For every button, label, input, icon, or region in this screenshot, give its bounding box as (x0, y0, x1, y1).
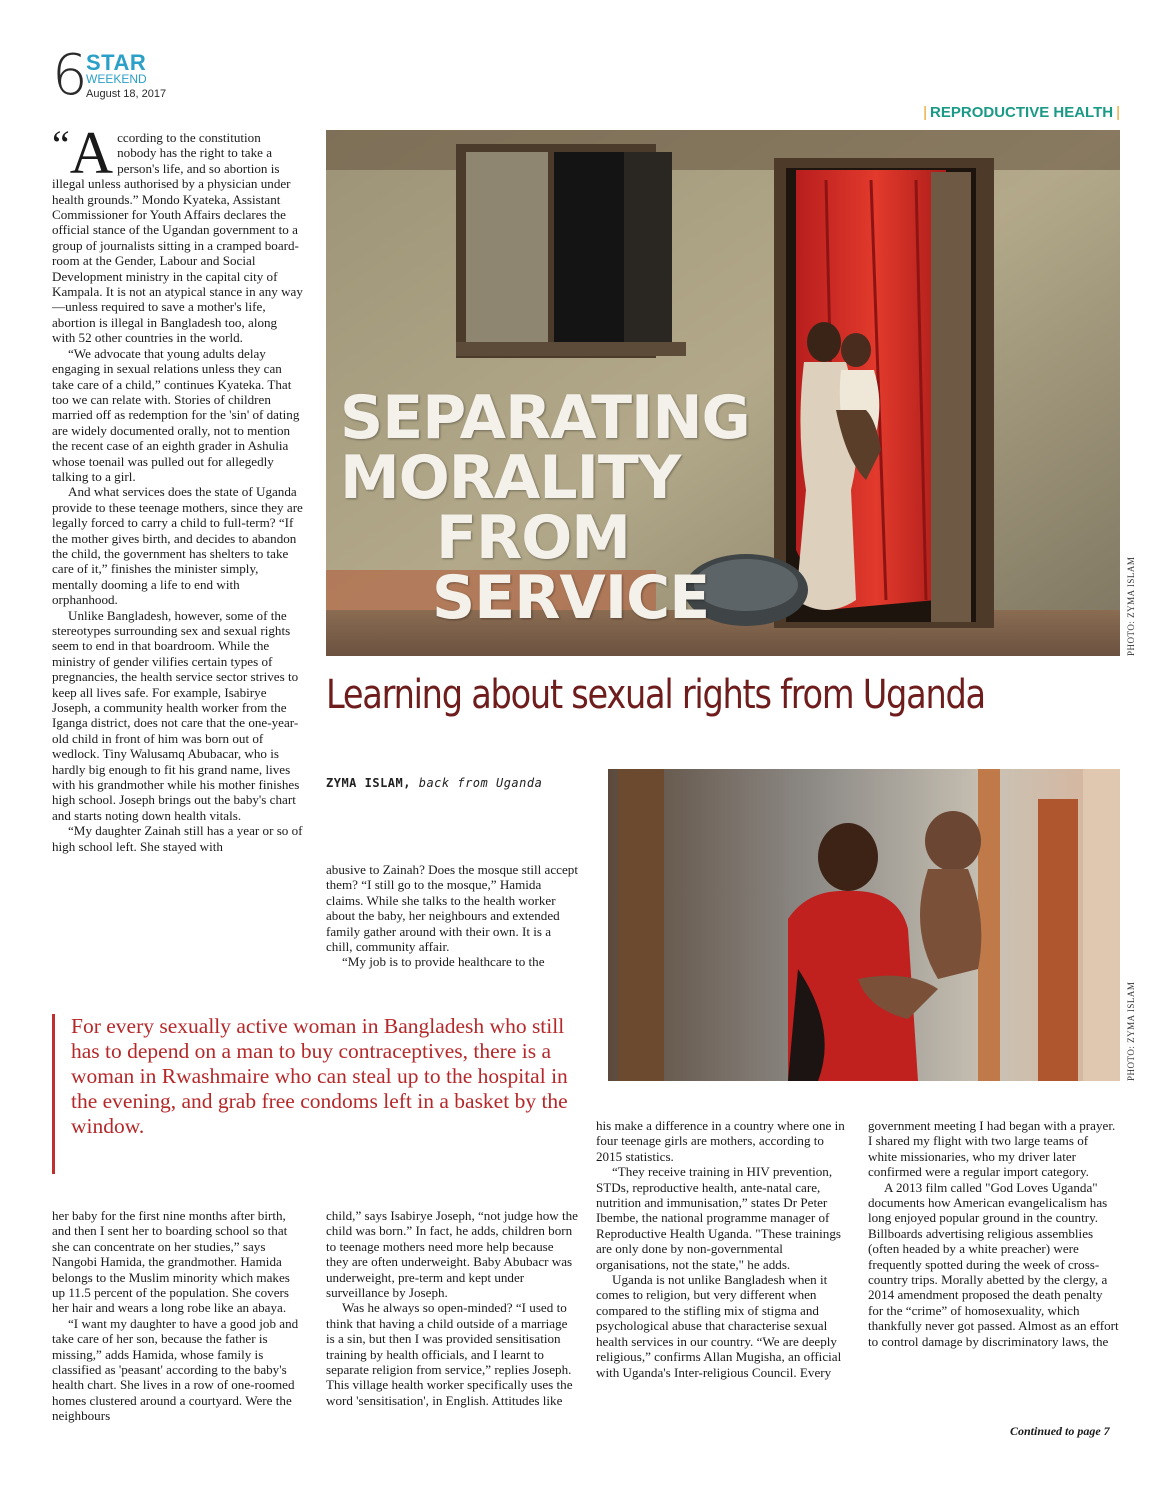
column-1-bottom (52, 1208, 306, 1424)
paragraph: her baby for the first nine months after birth, and then I sent her to boarding school so that she can concentrate on her studies,” says Nangobi Hamida, the grandmother. Hamida belongs to the Muslim minority which makes up 11.5 percent of the population. She covers her hair and wears a long robe like an abaya. (52, 1208, 290, 1316)
divider: | (923, 104, 928, 121)
paragraph: “They receive training in HIV prevention, STDs, reproductive health, ante-natal care, nutrition and immunisation,” states Dr Peter Ibembe, the national programme manager of Reproductive Health Uganda. "These trainings are only done by non-governmental organisations, not the state," he adds. (596, 1164, 841, 1272)
paragraph: “My job is to provide healthcare to the (342, 954, 545, 970)
paragraph: government meeting I had began with a prayer. I shared my flight with two large teams of white missionaries, who my driver later confirmed were a regular import category. (868, 1118, 1116, 1180)
photo-credit: PHOTO: ZYMA ISLAM (1126, 981, 1136, 1081)
paragraph: And what services does the state of Uganda provide to these teenage mothers, since they are legally forced to carry a child to full-term? “If the mother gives birth, and decides to abandon the child, the government has shelters to take care of it,” finishes the minister simply, mentally dooming a life to end with orphanhood. (52, 484, 303, 608)
column-3 (596, 1118, 850, 1380)
headline-line: SERVICE (432, 563, 710, 633)
headline-line: SEPARATING (340, 383, 750, 453)
byline-place: back from Uganda (418, 776, 543, 790)
paragraph: Was he always so open-minded? “I used to think that having a child outside of a marriage is a sin, but then I was provided sensitisation training by health officials, and I learnt to separate religion from service,” replies Joseph. This village health worker specifically uses the word 'sensitisation', in English. Attitudes like (326, 1300, 573, 1408)
paragraph: Unlike Bangladesh, however, some of the stereotypes surrounding sex and sexual rights seem to end in that boardroom. While the ministry of gender vilifies certain types of pregnancies, the health service sector strives to keep all lives safe. For example, Isabirye Joseph, a community health worker from the Iganga district, does not care that the one-year-old child in front of him was born out of wedlock. Tiny Walusamq Abubacar, who is hardly big enough to fit his grand name, lives with his grandmother while his mother finishes high school. Joseph brings out the baby's chart and starts noting down health vitals. (52, 607, 300, 823)
subheadline: Learning about sexual rights from Uganda (326, 672, 985, 718)
column-2-bottom (326, 1208, 578, 1408)
pull-quote: For every sexually active woman in Bangladesh who still has to depend on a man to buy contraceptives, there is a woman in Rwashmaire who can steal up to the hospital in the evening, and grab free condoms left in a basket by the window. (52, 1014, 591, 1174)
headline (340, 383, 750, 633)
divider: | (1116, 104, 1120, 121)
column-1 (52, 120, 303, 854)
paragraph: A 2013 film called "God Loves Uganda" documents how American evangelicalism has long enjoyed popular ground in the country. Billboards advertising religious assemblies (often headed by a white preacher) were frequently spotted during the week of cross-country trips. Morally abetted by the clergy, a 2014 amendment proposed the death penalty for the “crime” of homosexuality, which thankfully never got passed. Almost as an effort to control damage by discriminatory laws, the (868, 1179, 1119, 1349)
byline (326, 776, 542, 790)
issue-date: August 18, 2017 (86, 88, 167, 100)
paragraph: Uganda is not unlike Bangladesh when it comes to religion, but very different when compared to the stifling mix of stigma and psychological abuse that characterise sexual health services in our country. “We are deeply religious,” confirms Allan Mugisha, an official with Uganda's Inter-religious Council. Every (596, 1272, 842, 1380)
column-2-top (326, 862, 578, 970)
secondary-photo (608, 769, 1120, 1081)
page-number: 6 (52, 43, 88, 108)
headline-line: FROM (436, 503, 630, 573)
paragraph: child,” says Isabirye Joseph, “not judge how the child was born.” In fact, he adds, children born to teenage mothers need more help because they are often underweight. Baby Abubacr was underweight, pre-term and kept under surveillance by Joseph. (326, 1208, 578, 1301)
section-name: REPRODUCTIVE HEALTH (930, 104, 1114, 121)
photo-credit: PHOTO: ZYMA ISLAM (1126, 556, 1136, 656)
section-label (920, 104, 1123, 121)
drop-cap: “A (52, 120, 114, 186)
paragraph: “My daughter Zainah still has a year or so of high school left. She stayed with (52, 823, 303, 854)
author-name: ZYMA ISLAM, (326, 776, 411, 790)
masthead-sub: WEEKEND (86, 72, 147, 86)
column-4 (868, 1118, 1120, 1349)
paragraph: “We advocate that young adults delay engaging in sexual relations unless they can take care of a child,” continues Kyateka. That too we can relate with. Stories of children married off as redemption for the 'sin' of dating are widely documented orally, not to mention the recent case of an eighth grader in Ashulia whose toenail was pulled out for allegedly talking to a girl. (52, 345, 300, 484)
headline-line: MORALITY (340, 443, 681, 513)
paragraph: “I want my daughter to have a good job and take care of her son, because the father is missing,” adds Hamida, whose family is classified as 'peasant' according to the baby's health chart. She lives in a row of one-roomed homes clustered around a courtyard. Were the neighbours (52, 1315, 299, 1424)
continued-note: Continued to page 7 (1010, 1424, 1110, 1438)
masthead-brand: STAR (86, 50, 147, 75)
paragraph: his make a difference in a country where one in four teenage girls are mothers, according to 2015 statistics. (596, 1118, 845, 1164)
paragraph: “A ccording to the constitution nobody has the right to take a person's life, and so abortion is illegal unless authorised by a physician under health grounds.” Mondo Kyateka, Assistant Commissioner for Youth Affairs declares the official stance of the Ugandan government to a group of journalists sitting in a cramped board-room at the Gender, Labour and Social Development ministry in the capital city of Kampala. It is not an atypical stance in any way—unless required to save a mother's life, abortion is illegal in Bangladesh too, along with 52 other countries in the world. (52, 120, 303, 346)
mother-child-illustration (608, 769, 1120, 1081)
paragraph: abusive to Zainah? Does the mosque still accept them? “I still go to the mosque,” Hamida claims. While she talks to the health worker about the baby, her neighbours and extended family gather around with their own. It is a chill, community affair. (326, 862, 578, 955)
